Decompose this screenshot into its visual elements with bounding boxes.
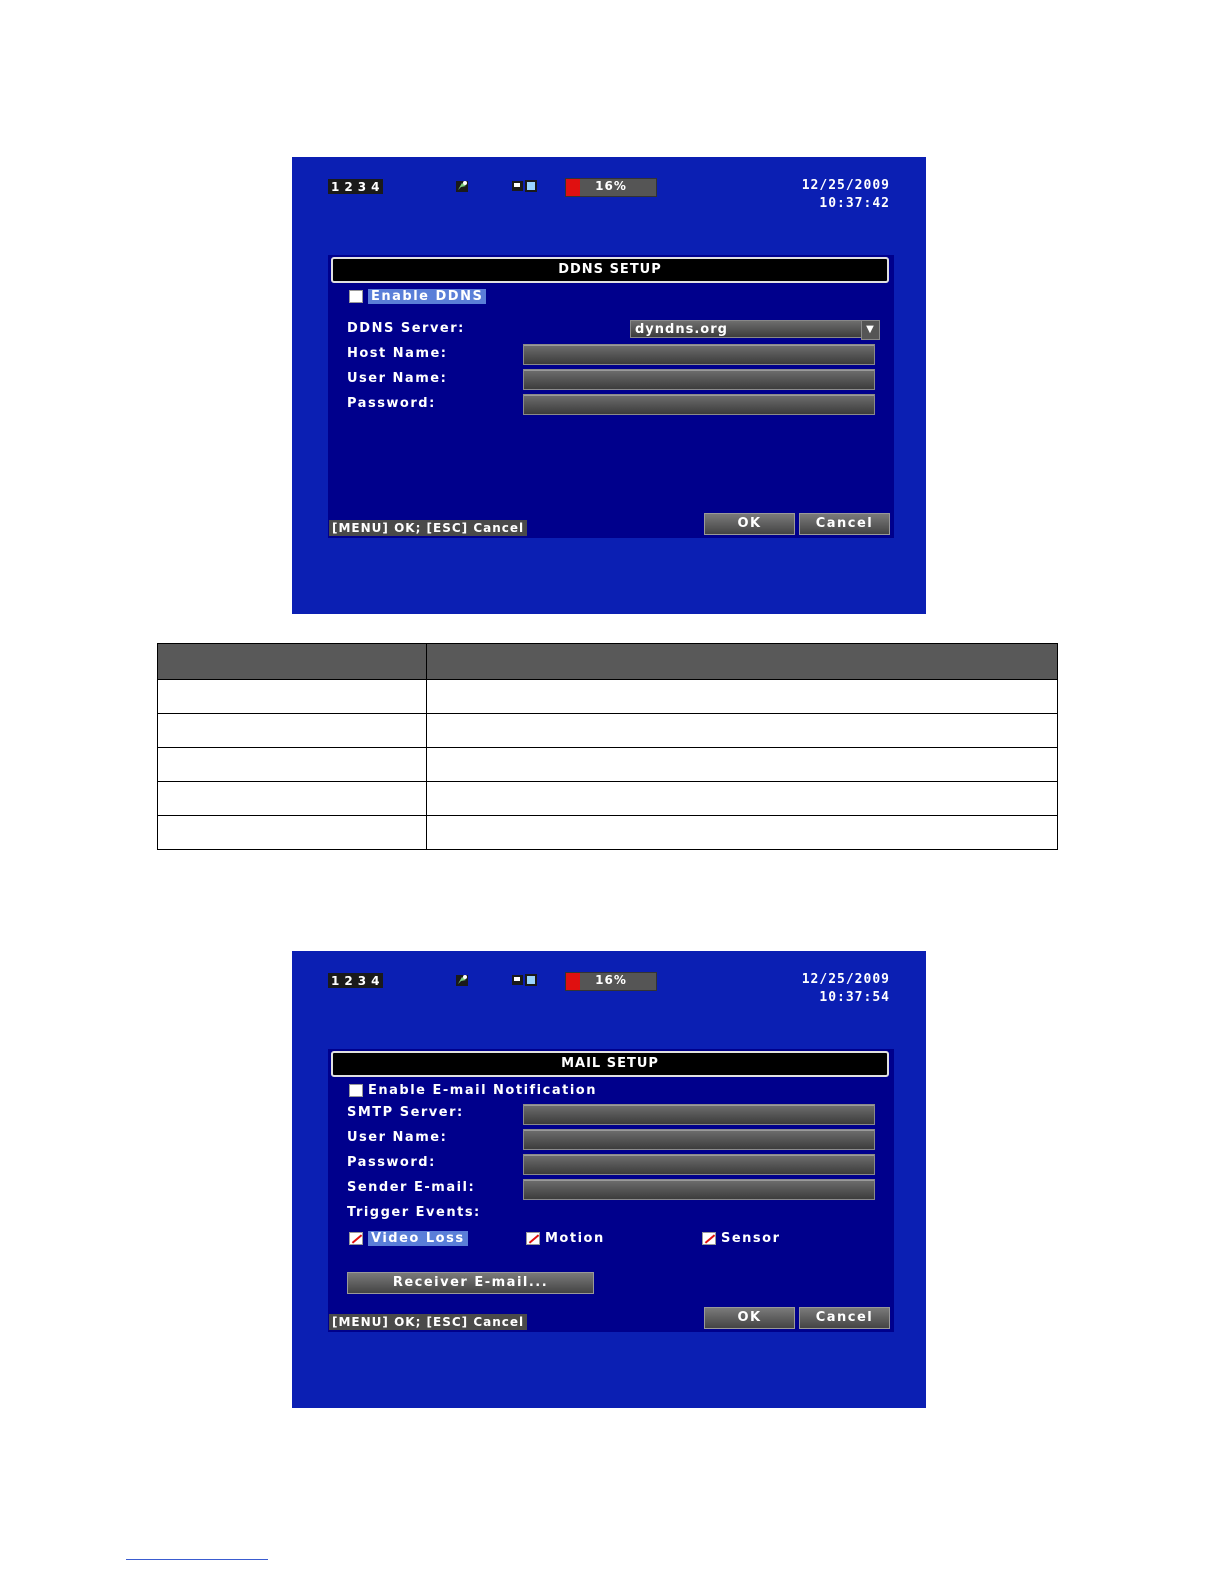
- storage-icon: [511, 178, 539, 194]
- dialog-title: DDNS SETUP: [331, 257, 889, 283]
- mail-dialog: [328, 1049, 894, 1332]
- hdd-usage-bar: [565, 178, 657, 197]
- channel-3: 3: [357, 973, 368, 988]
- chevron-down-icon[interactable]: ▼: [861, 320, 880, 340]
- time-text: 10:37:54: [819, 990, 890, 1005]
- table-row: [158, 748, 1058, 782]
- user-name-label: User Name:: [347, 1130, 448, 1145]
- table-cell: [427, 782, 1058, 816]
- sender-email-field[interactable]: [523, 1179, 875, 1200]
- footer-link-underline: [126, 1559, 268, 1560]
- checkbox-box[interactable]: [349, 290, 363, 303]
- checkbox-box[interactable]: [349, 1232, 363, 1245]
- channel-indicator: [328, 973, 383, 988]
- datetime: [802, 177, 890, 213]
- table-row: [158, 782, 1058, 816]
- channel-indicator: [328, 179, 383, 194]
- video-loss-label: Video Loss: [368, 1231, 468, 1246]
- sensor-label: Sensor: [721, 1231, 781, 1246]
- table-header-cell: [158, 644, 427, 680]
- user-name-field[interactable]: [523, 1129, 875, 1150]
- table-cell: [158, 748, 427, 782]
- ok-button[interactable]: OK: [704, 1307, 795, 1329]
- channel-1: 1: [331, 973, 341, 988]
- host-name-field[interactable]: [523, 344, 875, 365]
- table-cell: [158, 816, 427, 850]
- motion-label: Motion: [545, 1231, 605, 1246]
- network-icon: [454, 972, 470, 988]
- ddns-setup-screenshot: [292, 157, 926, 614]
- cancel-button[interactable]: Cancel: [799, 1307, 890, 1329]
- network-icon: [454, 178, 470, 194]
- channel-2: 2: [344, 179, 354, 194]
- dialog-title: MAIL SETUP: [331, 1051, 889, 1077]
- table-cell: [427, 714, 1058, 748]
- enable-ddns-checkbox[interactable]: [349, 289, 486, 304]
- receiver-email-button[interactable]: Receiver E-mail...: [347, 1272, 594, 1294]
- trigger-events-label: Trigger Events:: [347, 1205, 481, 1220]
- key-hint: [MENU] OK; [ESC] Cancel: [329, 520, 527, 536]
- checkbox-box[interactable]: [349, 1084, 363, 1097]
- table-cell: [427, 816, 1058, 850]
- ok-button[interactable]: OK: [704, 513, 795, 535]
- smtp-server-field[interactable]: [523, 1104, 875, 1125]
- password-field[interactable]: [523, 1154, 875, 1175]
- enable-ddns-label: Enable DDNS: [368, 289, 486, 304]
- ddns-dialog: [328, 255, 894, 538]
- channel-4: 4: [371, 973, 381, 988]
- password-label: Password:: [347, 396, 436, 411]
- table-row: [158, 714, 1058, 748]
- user-name-field[interactable]: [523, 369, 875, 390]
- host-name-label: Host Name:: [347, 346, 448, 361]
- channel-3: 3: [357, 179, 368, 194]
- user-name-label: User Name:: [347, 371, 448, 386]
- channel-1: 1: [331, 179, 341, 194]
- key-hint: [MENU] OK; [ESC] Cancel: [329, 1314, 527, 1330]
- channel-4: 4: [371, 179, 381, 194]
- motion-checkbox[interactable]: [526, 1231, 605, 1246]
- storage-icon: [511, 972, 539, 988]
- table-cell: [158, 782, 427, 816]
- table-cell: [158, 714, 427, 748]
- table-header-row: [158, 644, 1058, 680]
- table-cell: [427, 680, 1058, 714]
- ddns-server-label: DDNS Server:: [347, 321, 465, 336]
- datetime: [802, 971, 890, 1007]
- smtp-server-label: SMTP Server:: [347, 1105, 464, 1120]
- password-label: Password:: [347, 1155, 436, 1170]
- table-cell: [427, 748, 1058, 782]
- checkbox-box[interactable]: [702, 1232, 716, 1245]
- table-row: [158, 680, 1058, 714]
- cancel-button[interactable]: Cancel: [799, 513, 890, 535]
- date-text: 12/25/2009: [801, 178, 890, 193]
- enable-email-checkbox[interactable]: [349, 1083, 597, 1098]
- ddns-server-value: dyndns.org: [635, 322, 728, 337]
- checkbox-box[interactable]: [526, 1232, 540, 1245]
- password-field[interactable]: [523, 394, 875, 415]
- channel-2: 2: [344, 973, 354, 988]
- table-row: [158, 816, 1058, 850]
- video-loss-checkbox[interactable]: [349, 1231, 468, 1246]
- enable-email-label: Enable E-mail Notification: [368, 1083, 597, 1098]
- settings-description-table: [157, 643, 1058, 850]
- time-text: 10:37:42: [819, 196, 890, 211]
- table-header-cell: [427, 644, 1058, 680]
- sender-email-label: Sender E-mail:: [347, 1180, 476, 1195]
- sensor-checkbox[interactable]: [702, 1231, 781, 1246]
- mail-setup-screenshot: [292, 951, 926, 1408]
- date-text: 12/25/2009: [801, 972, 890, 987]
- hdd-usage-text: 16%: [595, 179, 627, 193]
- ddns-server-dropdown[interactable]: [630, 320, 875, 338]
- table-cell: [158, 680, 427, 714]
- hdd-usage-text: 16%: [595, 973, 627, 987]
- hdd-usage-bar: [565, 972, 657, 991]
